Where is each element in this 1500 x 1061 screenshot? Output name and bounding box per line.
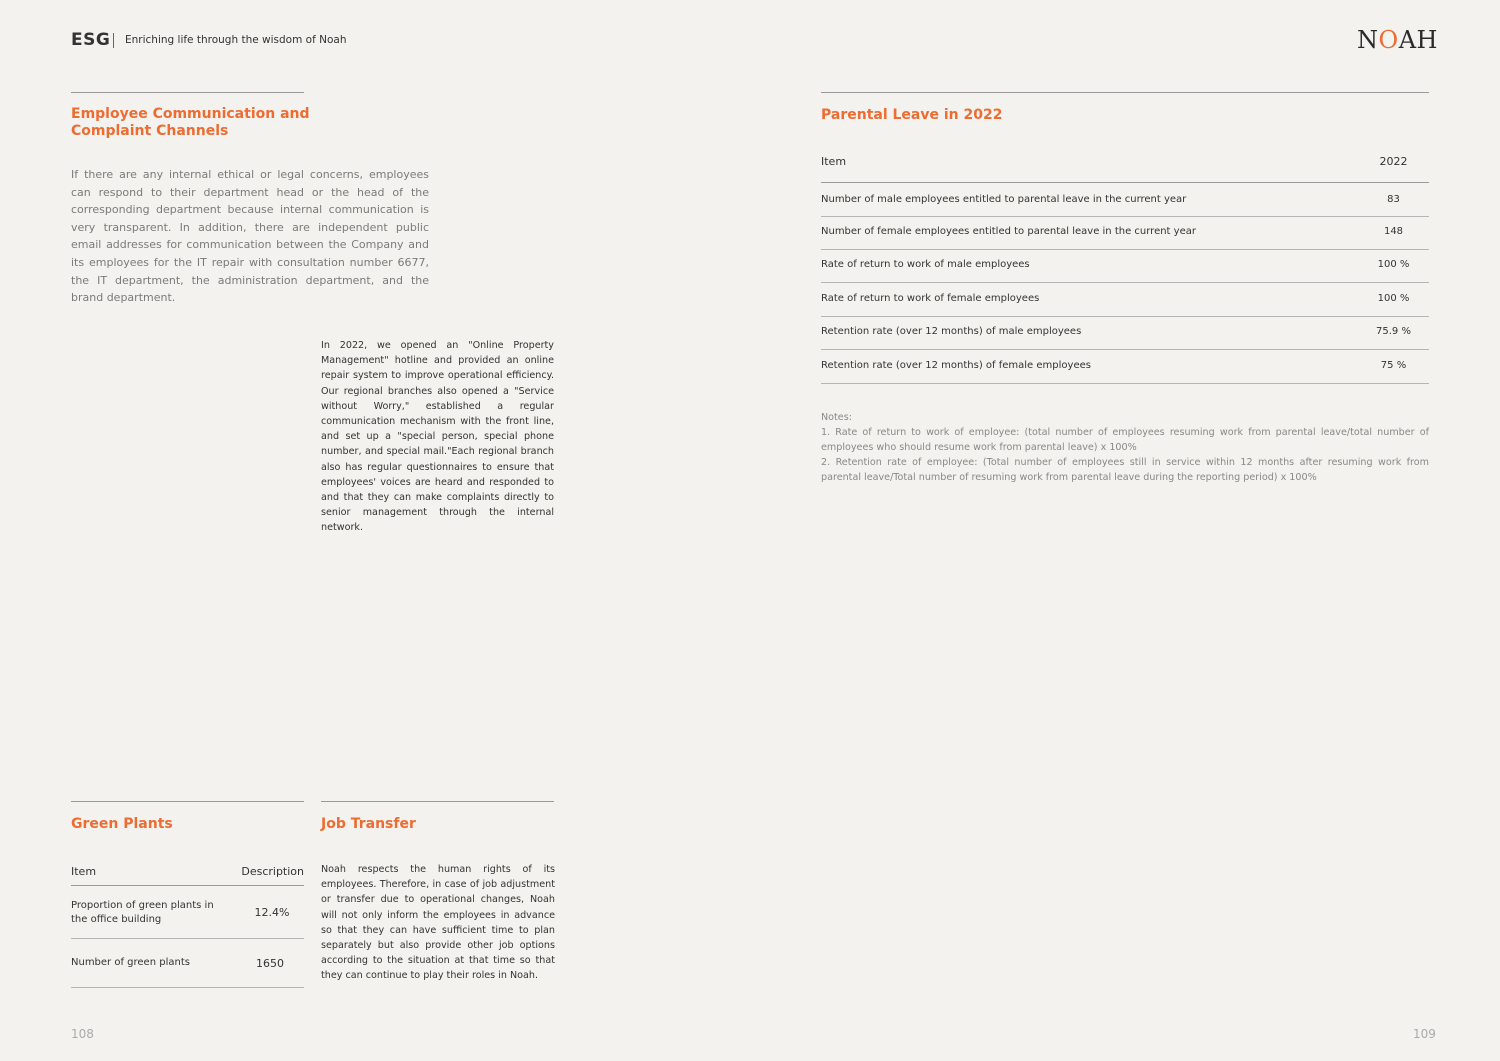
row-item: Rate of return to work of male employees: [821, 259, 1030, 270]
note-1: 1. Rate of return to work of employee: (total number of employees resuming work from parental leave/total number of employees who should resume work from parental leave) x 100%: [821, 427, 1429, 453]
table-row-rule: [821, 349, 1429, 350]
green-plants-col-desc: Description: [241, 865, 304, 878]
section-rule: [71, 92, 304, 93]
communication-title-line2: Complaint Channels: [71, 123, 229, 139]
parental-leave-title: Parental Leave in 2022: [821, 107, 1003, 123]
green-plants-col-item: Item: [71, 865, 97, 878]
green-plants-row2-value: 1650: [256, 957, 284, 970]
table-row-rule: [821, 216, 1429, 217]
logo-letters-ah: AH: [1398, 26, 1438, 54]
job-transfer-title: Job Transfer: [321, 816, 416, 832]
table-row-rule: [821, 249, 1429, 250]
col-year: 2022: [1379, 155, 1408, 168]
table-row-rule: [71, 938, 304, 939]
row-value: 75.9 %: [1376, 326, 1411, 337]
header-divider: [113, 33, 114, 48]
row-item: Rate of return to work of female employees: [821, 293, 1040, 304]
online-property-paragraph: In 2022, we opened an "Online Property Management" hotline and provided an online repair system to improve operational efficiency. Our regional branches also opened a "Service without Worry," established a regular communication mechanism with the front line, and set up a "special person, special phone number, and special mail."Each regional branch also has regular questionnaires to ensure that employees' voices are heard and responded to and that they can make complaints directly to senior management through the internal network.: [321, 340, 554, 534]
section-rule: [321, 801, 554, 802]
communication-paragraph: If there are any internal ethical or legal concerns, employees can respond to their department head or the head of the corresponding department because internal communication is very transparent. In addition, there are independent public email addresses for communication between the Company and its employees for the IT repair with consultation number 6677, the IT department, the administration department, and the brand department.: [71, 168, 429, 305]
col-item: Item: [821, 155, 847, 168]
green-plants-row1-item: Proportion of green plants in the office building: [71, 900, 214, 925]
row-item: Number of female employees entitled to parental leave in the current year: [821, 226, 1196, 237]
table-header-rule: [821, 182, 1429, 183]
row-value: 100 %: [1377, 259, 1410, 270]
communication-title: [71, 106, 371, 140]
communication-title-line1: Employee Communication and: [71, 106, 310, 122]
table-row-rule: [821, 282, 1429, 283]
table-row-rule: [71, 987, 304, 988]
row-value: 83: [1387, 194, 1400, 205]
table-row-rule: [821, 383, 1429, 384]
green-plants-title: Green Plants: [71, 816, 173, 832]
parental-leave-table: [821, 0, 1429, 400]
section-rule: [71, 801, 304, 802]
table-header-rule: [71, 885, 304, 886]
row-value: 148: [1383, 226, 1404, 237]
job-transfer-paragraph: Noah respects the human rights of its employees. Therefore, in case of job adjustment or transfer due to operational changes, Noah will not only inform the employees in advance so that they can have sufficient time to plan separately but also provide other job options according to the situation at that time so that they can continue to play their roles in Noah.: [321, 864, 555, 982]
green-plants-row1-value: 12.4%: [254, 906, 290, 919]
page-number-right: 109: [1413, 1027, 1436, 1041]
row-item: Retention rate (over 12 months) of male employees: [821, 326, 1082, 337]
notes-title: Notes:: [821, 412, 852, 423]
row-item: Number of male employees entitled to parental leave in the current year: [821, 194, 1187, 205]
table-row-rule: [821, 316, 1429, 317]
page-number-left: 108: [71, 1027, 94, 1041]
row-item: Retention rate (over 12 months) of female employees: [821, 360, 1091, 371]
header-tagline: Enriching life through the wisdom of Noah: [125, 34, 347, 46]
green-plants-row2-item: Number of green plants: [71, 957, 190, 968]
note-2: 2. Retention rate of employee: (Total number of employees still in service within 12 months after resuming work from parental leave/Total number of resuming work from parental leave during the reporting period) x 100%: [821, 457, 1429, 483]
logo-letter-o: O: [1378, 26, 1399, 54]
esg-label: ESG: [71, 30, 111, 50]
row-value: 100 %: [1377, 293, 1410, 304]
row-value: 75 %: [1380, 360, 1407, 371]
notes: [821, 410, 1429, 485]
logo-letter-n: N: [1357, 26, 1379, 54]
